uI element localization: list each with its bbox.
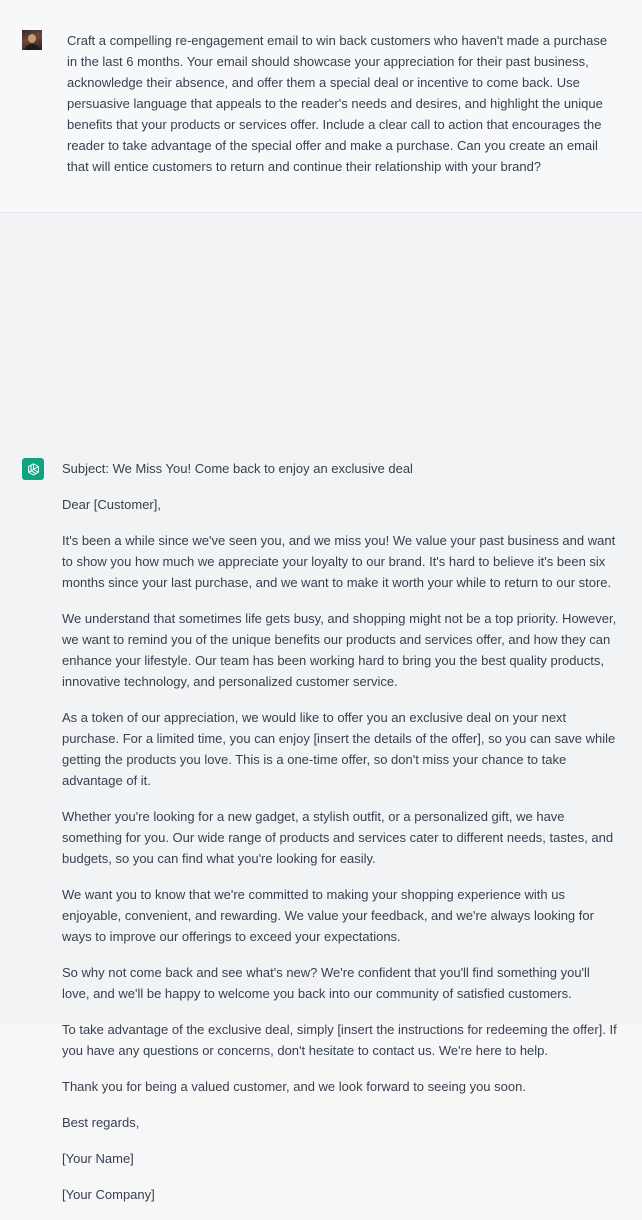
reply-paragraph: We understand that sometimes life gets busy, and shopping might not be a top priority. However, we want to remind you of the unique benefits our products and services offer, and how they can enhance your lifestyle. Our team has been working hard to bring you the best quality products, innovative technology, and personalized customer service. [62,611,617,689]
reply-paragraph: It's been a while since we've seen you, and we miss you! We value your past business and want to show you how much we appreciate your loyalty to our brand. It's hard to believe it's been six months since your last purchase, and we want to make it worth your while to return to our store. [62,533,616,590]
reply-subject: Subject: We Miss You! Come back to enjoy an exclusive deal [62,461,413,476]
reply-paragraph: Whether you're looking for a new gadget, a stylish outfit, or a personalized gift, we have something for you. Our wide range of products and services cater to different needs, tastes, and budgets, so you can find what you're looking for easily. [62,809,614,866]
reply-signoff: Best regards, [62,1115,140,1130]
reply-paragraph: We want you to know that we're committed to making your shopping experience with us enjoyable, convenient, and rewarding. We value your feedback, and we're always looking for ways to improve our offerings to exceed your expectations. [62,887,594,944]
user-message [0,0,642,213]
avatar-face [28,34,36,43]
openai-logo-icon [22,458,44,480]
reply-paragraph: As a token of our appreciation, we would like to offer you an exclusive deal on your next purchase. For a limited time, you can enjoy [insert the details of the offer], so you can save while getting the products you love. This is a one-time offer, so don't miss your chance to take advantage of it. [62,710,616,788]
reply-paragraph: So why not come back and see what's new? We're confident that you'll find something you'll love, and we'll be happy to welcome you back into our community of satisfied customers. [62,965,590,1001]
reply-paragraph: Thank you for being a valued customer, and we look forward to seeing you soon. [62,1079,526,1094]
user-avatar [22,30,42,50]
assistant-reply [62,458,617,1220]
assistant-message [0,213,642,1202]
reply-signature-company: [Your Company] [62,1187,155,1202]
reply-greeting: Dear [Customer], [62,497,161,512]
reply-paragraph: To take advantage of the exclusive deal, simply [insert the instructions for redeeming the offer]. If you have any questions or concerns, don't hesitate to contact us. We're here to help. [62,1022,617,1058]
avatar-shoulders [24,44,40,50]
user-prompt-text: Craft a compelling re-engagement email to win back customers who haven't made a purchase in the last 6 months. Your email should showcase your appreciation for their past business, acknowledge their absence, and offer them a special deal or incentive to come back. Use persuasive language that appeals to the reader's needs and desires, and highlight the unique benefits that your products or services offer. Include a clear call to action that encourages the reader to take advantage of the special offer and make a purchase. Can you create an email that will entice customers to return and continue their relationship with your brand? [67,33,608,174]
openai-knot-icon [26,462,41,477]
reply-signature-name: [Your Name] [62,1151,134,1166]
